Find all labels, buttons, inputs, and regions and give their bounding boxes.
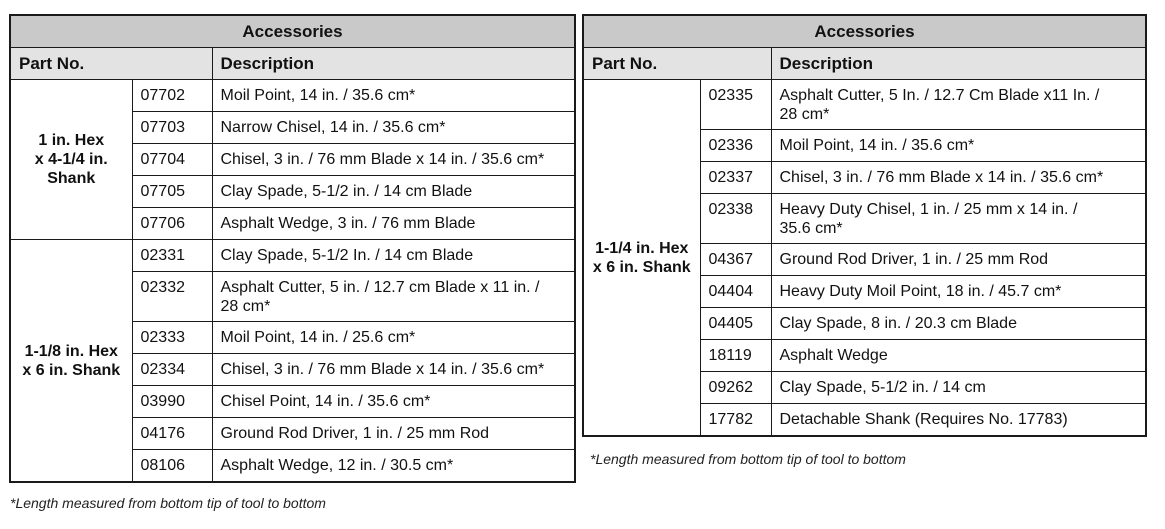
description-cell: Asphalt Wedge, 3 in. / 76 mm Blade <box>212 208 575 240</box>
part-number-cell: 08106 <box>132 450 212 483</box>
left-accessories-table <box>9 14 576 483</box>
part-number-cell: 07703 <box>132 112 212 144</box>
table-title: Accessories <box>10 15 575 48</box>
description-cell: Moil Point, 14 in. / 25.6 cm* <box>212 322 575 354</box>
table-row <box>583 80 1146 130</box>
table-body <box>583 80 1146 437</box>
part-number-cell: 04404 <box>700 276 771 308</box>
part-number-cell: 07706 <box>132 208 212 240</box>
part-no-header: Part No. <box>10 48 212 80</box>
description-cell: Heavy Duty Chisel, 1 in. / 25 mm x 14 in. / 35.6 cm* <box>771 194 1146 244</box>
description-cell: Chisel, 3 in. / 76 mm Blade x 14 in. / 35.6 cm* <box>212 144 575 176</box>
part-number-cell: 02335 <box>700 80 771 130</box>
part-number-cell: 02337 <box>700 162 771 194</box>
description-cell: Asphalt Cutter, 5 In. / 12.7 Cm Blade x11 In. / 28 cm* <box>771 80 1146 130</box>
description-header: Description <box>212 48 575 80</box>
description-cell: Chisel, 3 in. / 76 mm Blade x 14 in. / 35.6 cm* <box>771 162 1146 194</box>
part-number-cell: 02336 <box>700 130 771 162</box>
part-number-cell: 02338 <box>700 194 771 244</box>
table-body <box>10 80 575 483</box>
part-number-cell: 02332 <box>132 272 212 322</box>
part-number-cell: 02331 <box>132 240 212 272</box>
description-cell: Clay Spade, 5-1/2 in. / 14 cm <box>771 372 1146 404</box>
right-accessories-table <box>582 14 1147 437</box>
description-cell: Moil Point, 14 in. / 35.6 cm* <box>771 130 1146 162</box>
shank-group-label: 1 in. Hex x 4-1/4 in. Shank <box>10 80 132 240</box>
footnote: *Length measured from bottom tip of tool to bottom <box>590 451 906 467</box>
description-cell: Chisel Point, 14 in. / 35.6 cm* <box>212 386 575 418</box>
description-cell: Asphalt Wedge, 12 in. / 30.5 cm* <box>212 450 575 483</box>
part-number-cell: 07705 <box>132 176 212 208</box>
part-number-cell: 04405 <box>700 308 771 340</box>
description-cell: Chisel, 3 in. / 76 mm Blade x 14 in. / 35.6 cm* <box>212 354 575 386</box>
description-cell: Asphalt Cutter, 5 in. / 12.7 cm Blade x 11 in. / 28 cm* <box>212 272 575 322</box>
part-number-cell: 04176 <box>132 418 212 450</box>
shank-group-label: 1-1/4 in. Hex x 6 in. Shank <box>583 80 700 437</box>
part-number-cell: 07704 <box>132 144 212 176</box>
left-accessories-panel <box>9 14 576 483</box>
description-cell: Detachable Shank (Requires No. 17783) <box>771 404 1146 437</box>
footnote: *Length measured from bottom tip of tool to bottom <box>10 495 326 511</box>
description-cell: Ground Rod Driver, 1 in. / 25 mm Rod <box>212 418 575 450</box>
part-number-cell: 09262 <box>700 372 771 404</box>
description-cell: Asphalt Wedge <box>771 340 1146 372</box>
shank-group-label: 1-1/8 in. Hex x 6 in. Shank <box>10 240 132 483</box>
description-cell: Heavy Duty Moil Point, 18 in. / 45.7 cm* <box>771 276 1146 308</box>
part-number-cell: 02333 <box>132 322 212 354</box>
part-number-cell: 17782 <box>700 404 771 437</box>
part-number-cell: 03990 <box>132 386 212 418</box>
description-cell: Clay Spade, 8 in. / 20.3 cm Blade <box>771 308 1146 340</box>
table-row <box>10 80 575 112</box>
part-number-cell: 18119 <box>700 340 771 372</box>
description-cell: Clay Spade, 5-1/2 In. / 14 cm Blade <box>212 240 575 272</box>
part-number-cell: 02334 <box>132 354 212 386</box>
description-header: Description <box>771 48 1146 80</box>
table-row <box>10 240 575 272</box>
table-title: Accessories <box>583 15 1146 48</box>
part-number-cell: 04367 <box>700 244 771 276</box>
description-cell: Moil Point, 14 in. / 35.6 cm* <box>212 80 575 112</box>
part-no-header: Part No. <box>583 48 771 80</box>
description-cell: Clay Spade, 5-1/2 in. / 14 cm Blade <box>212 176 575 208</box>
right-accessories-panel <box>582 14 1147 437</box>
description-cell: Narrow Chisel, 14 in. / 35.6 cm* <box>212 112 575 144</box>
part-number-cell: 07702 <box>132 80 212 112</box>
description-cell: Ground Rod Driver, 1 in. / 25 mm Rod <box>771 244 1146 276</box>
